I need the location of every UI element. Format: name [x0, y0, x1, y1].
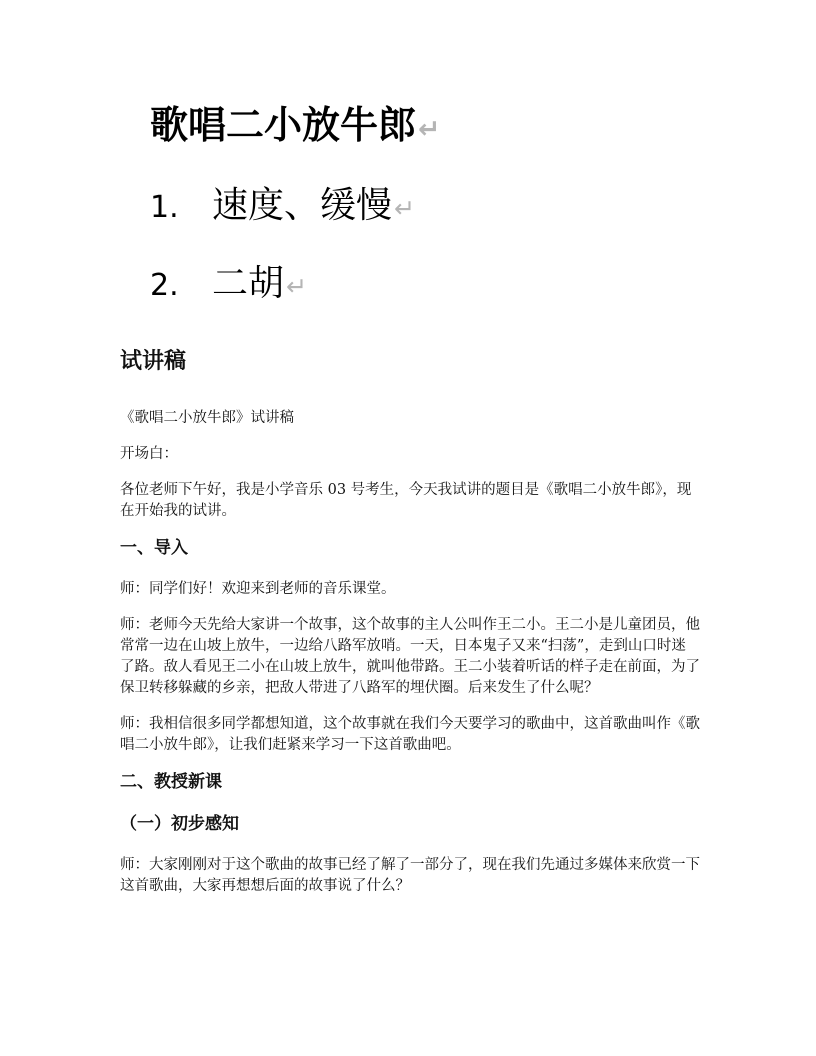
return-mark-icon: ↵: [394, 194, 416, 223]
figure-title: [150, 103, 441, 147]
paragraph: 师：我相信很多同学都想知道，这个故事就在我们今天要学习的歌曲中，这首歌曲叫作《歌唱二小放牛郎》，让我们赶紧来学习一下这首歌曲吧。: [120, 716, 700, 753]
subsection-heading-perception: （一）初步感知: [120, 814, 239, 834]
opening-paragraph: 各位老师下午好，我是小学音乐 03 号考生，今天我试讲的题目是《歌唱二小放牛郎》，现在开始我的试讲。: [120, 482, 692, 519]
paragraph: 师：老师今天先给大家讲一个故事，这个故事的主人公叫作王二小。王二小是儿童团员，他常常一边在山坡上放牛，一边给八路军放哨。一天，日本鬼子又来“扫荡”，走到山口时迷了路。敌人看见王二小在山坡上放牛，就叫他带路。王二小装着听话的样子走在前面，为了保卫转移躲藏的乡亲，把敌人带进了八路军的埋伏圈。后来发生了什么呢？: [120, 617, 700, 696]
figure-item-text: 速度、缓慢: [212, 185, 393, 226]
paragraph: 师：大家刚刚对于这个歌曲的故事已经了解了一部分了，现在我们先通过多媒体来欣赏一下这首歌曲，大家再想想后面的故事说了什么？: [120, 857, 700, 894]
return-mark-icon: ↵: [286, 272, 308, 301]
document-title: 试讲稿: [120, 349, 187, 374]
figure-title-text: 歌唱二小放牛郎: [150, 103, 417, 147]
figure-list-item: [150, 263, 308, 304]
opening-label: 开场白：: [120, 446, 178, 462]
document-body: [120, 344, 700, 912]
figure-item-number: 2.: [150, 268, 179, 303]
figure-list-item: [150, 185, 416, 226]
section-heading-intro: 一、导入: [120, 538, 188, 558]
figure-item-number: 1.: [150, 190, 179, 225]
paragraph: 师：同学们好！欢迎来到老师的音乐课堂。: [120, 581, 396, 597]
document-subtitle: 《歌唱二小放牛郎》试讲稿: [120, 410, 294, 426]
figure-item-text: 二胡: [212, 263, 285, 304]
embedded-slide-image: [150, 96, 440, 310]
return-mark-icon: ↵: [418, 114, 441, 145]
section-heading-new-lesson: 二、教授新课: [120, 772, 222, 792]
